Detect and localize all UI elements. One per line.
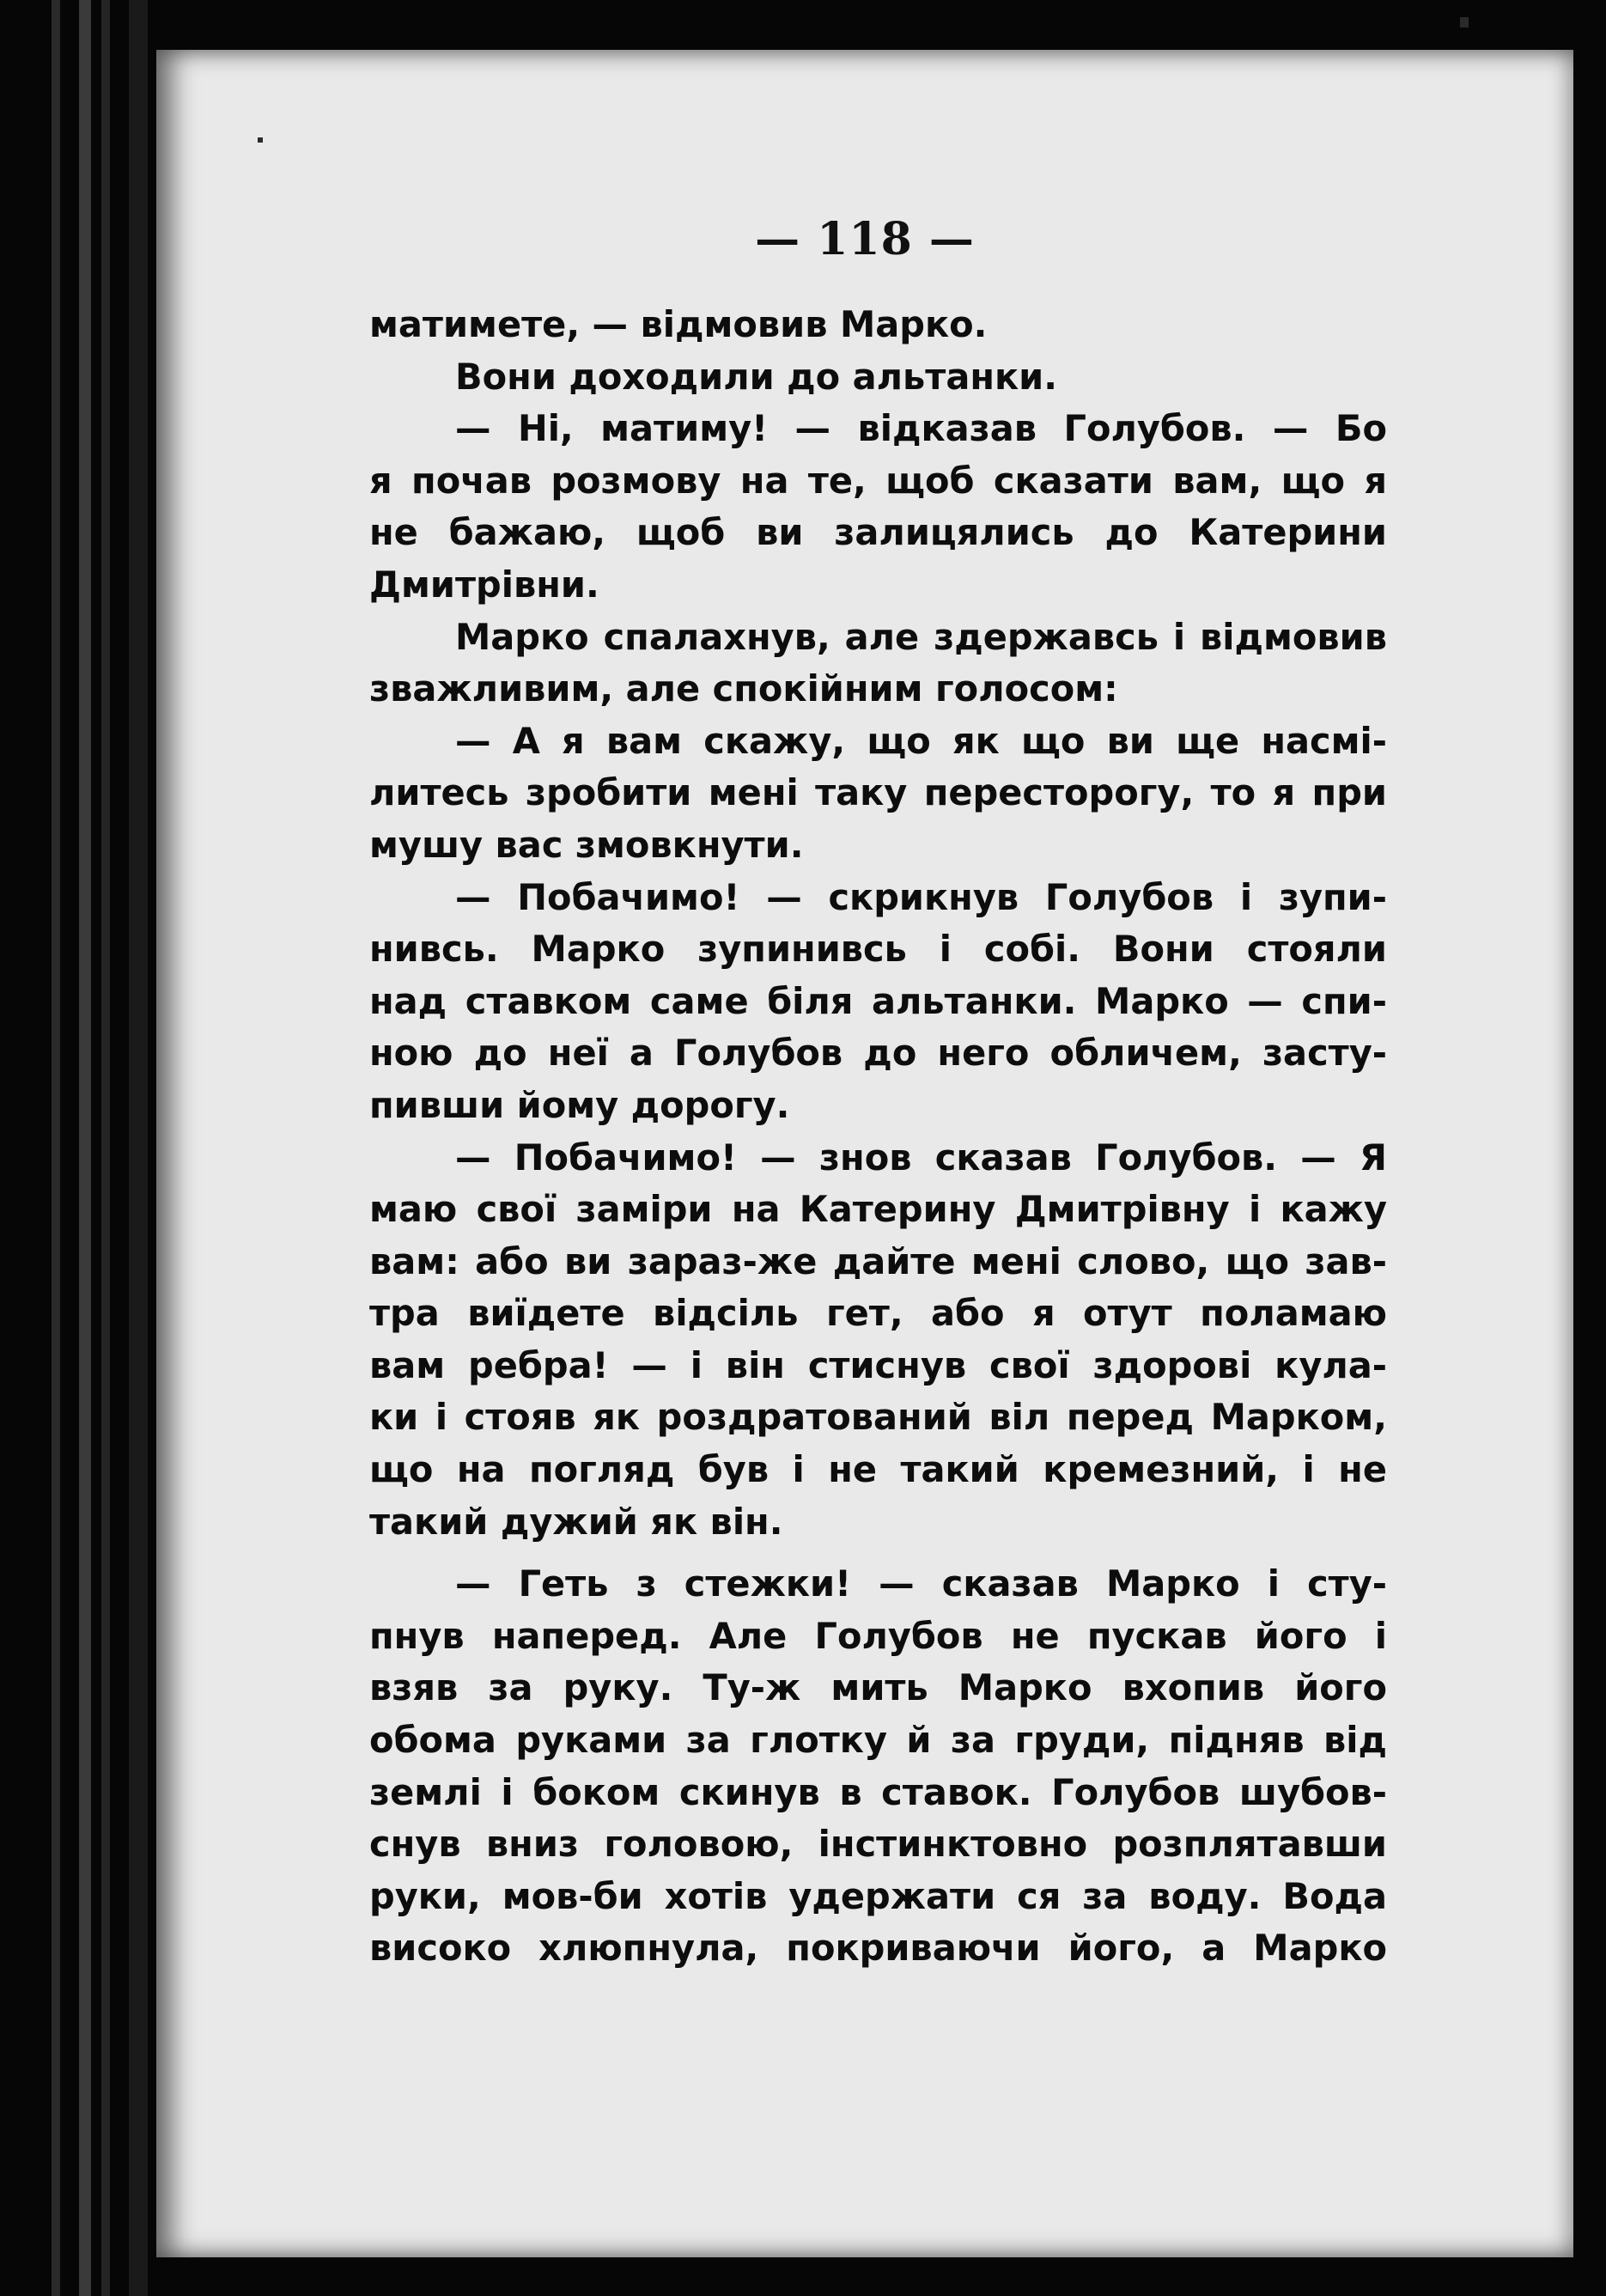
- text-line: мушу вас змовкнути.: [369, 823, 804, 866]
- text-line: матимете, — відмовив Марко.: [369, 303, 988, 345]
- text-line: такий дужий як він.: [369, 1500, 783, 1543]
- page-body-text: [369, 299, 1387, 1975]
- scan-speck: [1460, 17, 1469, 27]
- text-line: — Геть з стежки! — сказав Марко і сту-: [455, 1562, 1387, 1605]
- binding-strip: [101, 0, 110, 2296]
- text-line: руки, мов-би хотів удержати ся за воду. Вода: [369, 1874, 1387, 1917]
- text-line: Вони доходили до альтанки.: [455, 355, 1058, 398]
- text-line: Дмитрівни.: [369, 563, 599, 606]
- text-line: ною до неї а Голубов до него обличем, засту-: [369, 1032, 1387, 1075]
- text-line: взяв за руку. Ту-ж мить Марко вхопив його: [369, 1666, 1387, 1709]
- text-line: литесь зробити мені таку пересторогу, то я при: [369, 771, 1387, 814]
- text-line: — Ні, матиму! — відказав Голубов. — Бо: [455, 407, 1387, 450]
- book-page: [156, 50, 1573, 2257]
- text-line: не бажаю, щоб ви залицялись до Катерини: [369, 511, 1387, 554]
- text-line: над ставком саме біля альтанки. Марко — спи-: [369, 979, 1387, 1022]
- text-line: я почав розмову на те, щоб сказати вам, що я: [369, 459, 1387, 502]
- binding-strip: [129, 0, 148, 2296]
- text-line: пнув наперед. Але Голубов не пускав його і: [369, 1614, 1387, 1657]
- scan-speck: [258, 137, 263, 143]
- text-line: землі і боком скинув в ставок. Голубов шубов-: [369, 1770, 1387, 1813]
- text-line: що на погляд був і не такий кремезний, і не: [369, 1448, 1387, 1491]
- text-line: ки і стояв як роздратований віл перед Марком,: [369, 1396, 1387, 1439]
- text-line: — Побачимо! — скрикнув Голубов і зупи-: [455, 875, 1387, 918]
- binding-strip: [52, 0, 60, 2296]
- text-line: маю свої заміри на Катерину Дмитрівну і кажу: [369, 1188, 1387, 1231]
- text-line: — Побачимо! — знов сказав Голубов. — Я: [455, 1136, 1387, 1178]
- text-line: Марко спалахнув, але здержавсь і відмовив: [455, 615, 1387, 658]
- text-line: нивсь. Марко зупинивсь і собі. Вони стояли: [369, 928, 1387, 971]
- text-line: пивши йому дорогу.: [369, 1083, 790, 1126]
- text-line: обома руками за глотку й за груди, підняв від: [369, 1719, 1387, 1762]
- text-line: вам ребра! — і він стиснув свої здорові кула-: [369, 1343, 1387, 1386]
- text-line: тра виїдете відсіль гет, або я отут поламаю: [369, 1292, 1387, 1335]
- text-line: високо хлюпнула, покриваючи його, а Марко: [369, 1927, 1387, 1970]
- text-line: зважливим, але спокійним голосом:: [369, 667, 1118, 710]
- text-line: снув вниз головою, інстинктовно розплятавши: [369, 1823, 1387, 1866]
- binding-strip: [79, 0, 91, 2296]
- text-line: — А я вам скажу, що як що ви ще насмі-: [455, 719, 1387, 762]
- page-number: — 118 —: [755, 213, 975, 265]
- text-line: вам: або ви зараз-же дайте мені слово, що зав-: [369, 1239, 1387, 1282]
